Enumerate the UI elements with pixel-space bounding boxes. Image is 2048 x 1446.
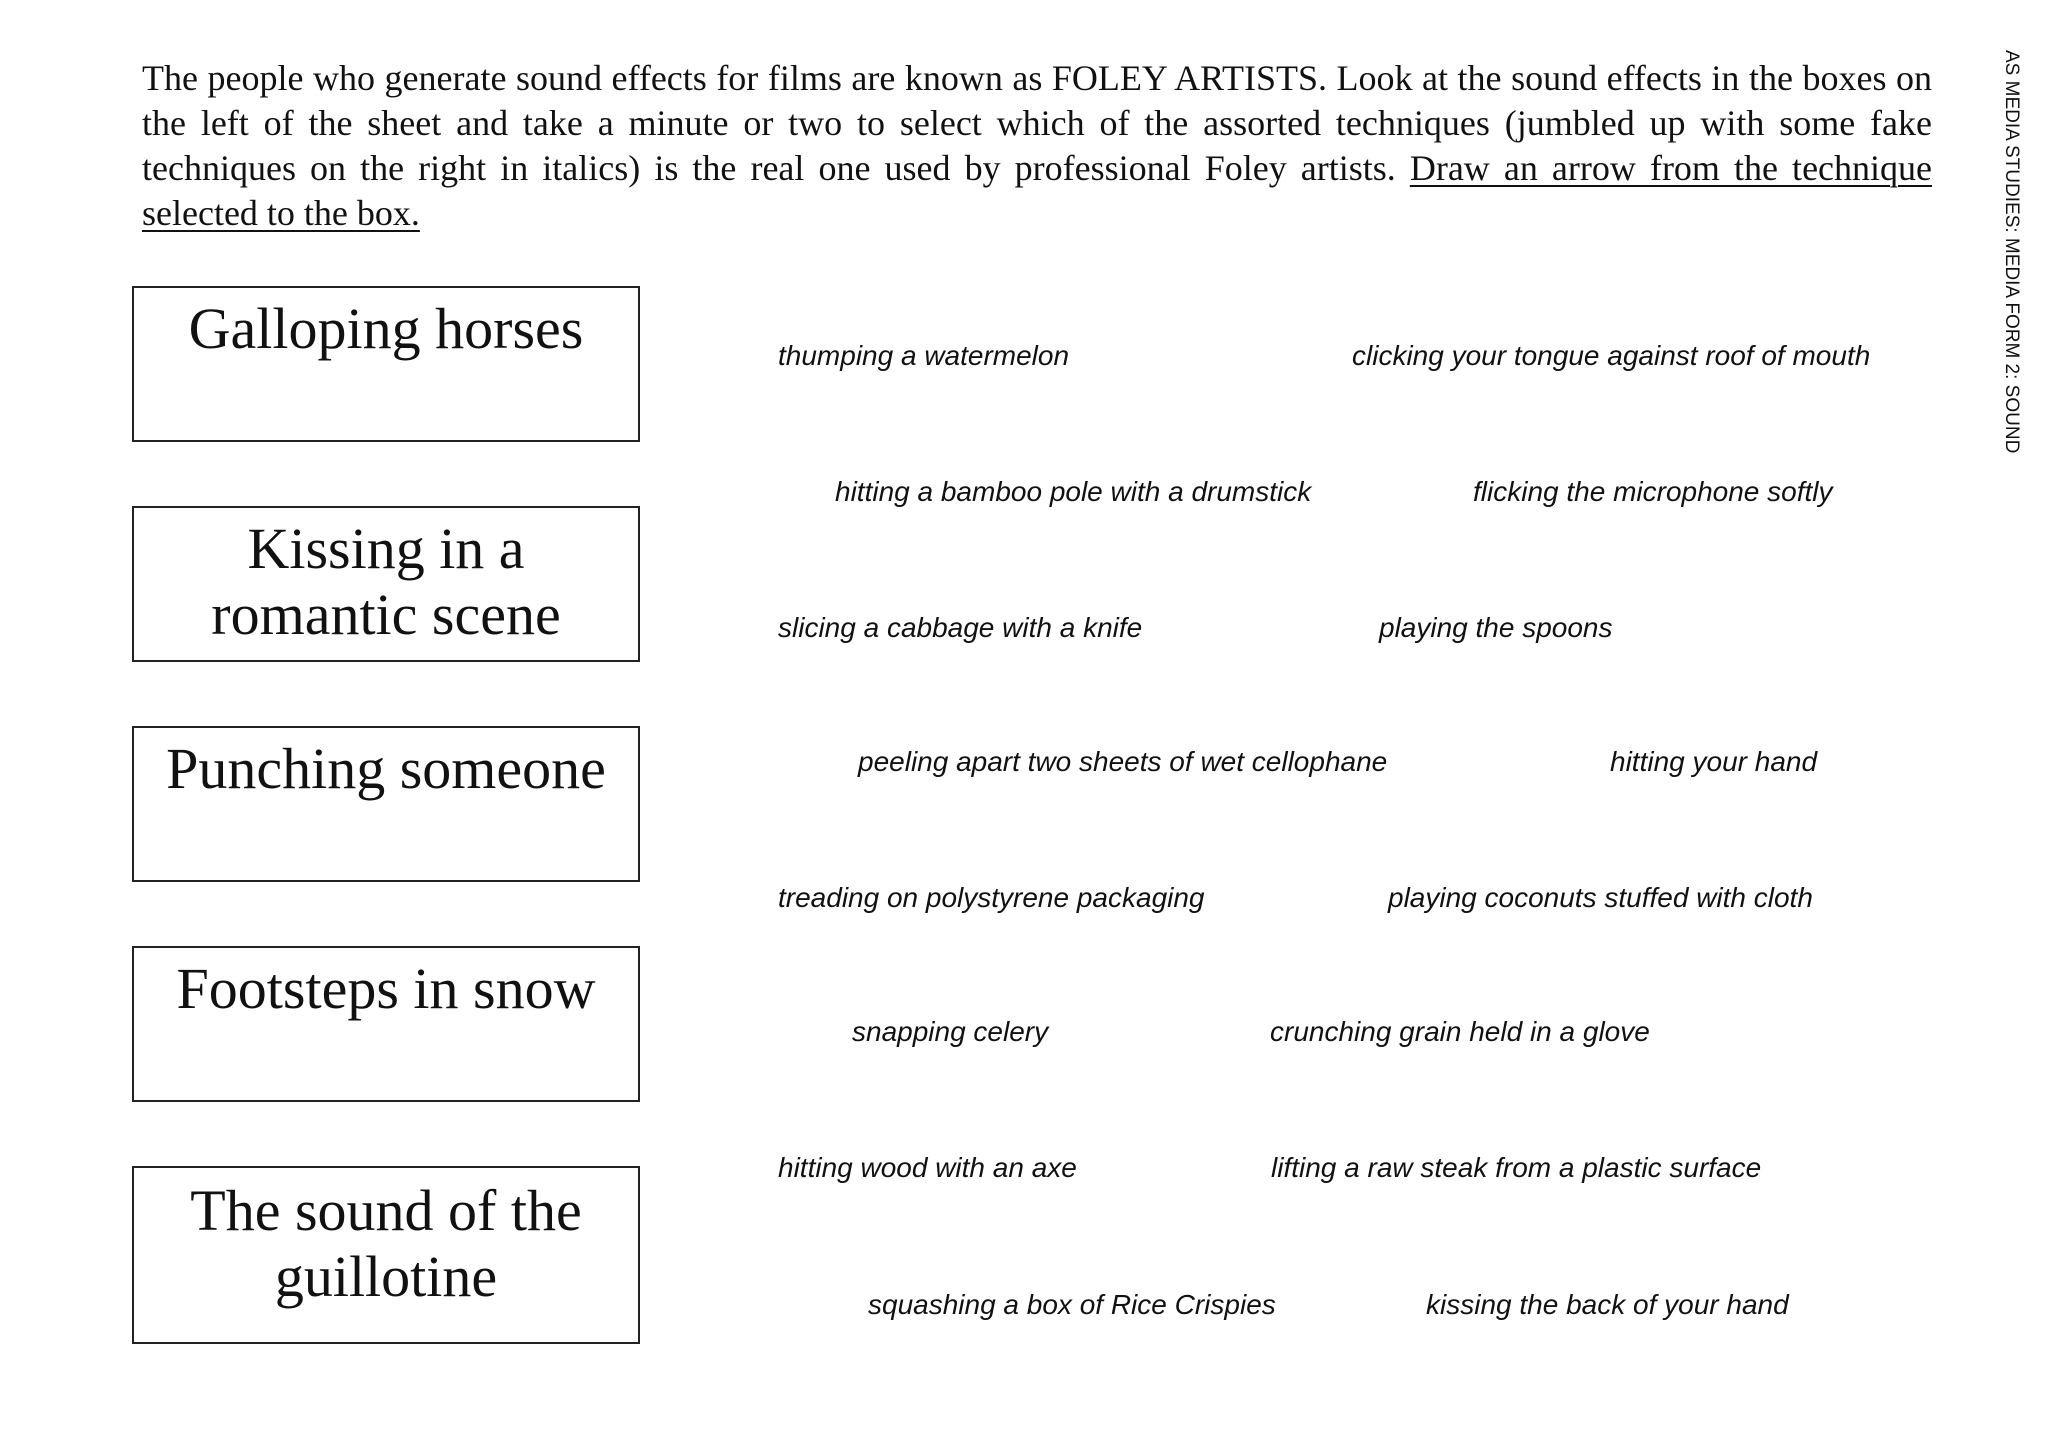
sound-effect-box-kissing [132, 506, 640, 662]
technique-item: clicking your tongue against roof of mouth [1352, 340, 1871, 371]
technique-item: hitting a bamboo pole with a drumstick [835, 476, 1312, 507]
instructions-underlined-text: Draw an arrow from the technique selected to the box. [142, 148, 1933, 233]
technique-item: squashing a box of Rice Crispies [868, 1289, 1276, 1320]
technique-item: hitting wood with an axe [778, 1152, 1077, 1183]
instructions-paragraph [142, 56, 1932, 236]
technique-item: peeling apart two sheets of wet cellophane [858, 746, 1388, 777]
sound-effect-label: Footsteps in snow [176, 956, 596, 1021]
sound-effect-label: guillotine [274, 1244, 498, 1309]
technique-item: slicing a cabbage with a knife [778, 612, 1143, 643]
sound-effect-box-punching [132, 726, 640, 882]
sound-effect-box-guillotine [132, 1166, 640, 1344]
technique-item: lifting a raw steak from a plastic surface [1271, 1152, 1762, 1183]
sound-effect-box-galloping-horses [132, 286, 640, 442]
technique-item: hitting your hand [1610, 746, 1818, 777]
sound-effect-label: Punching someone [166, 736, 606, 801]
technique-item: kissing the back of your hand [1426, 1289, 1789, 1320]
sound-effect-label: Galloping horses [188, 296, 584, 361]
side-header-label: AS MEDIA STUDIES: MEDIA FORM 2: SOUND [2001, 50, 2022, 454]
technique-item: playing the spoons [1379, 612, 1613, 643]
sound-effect-box-footsteps [132, 946, 640, 1102]
technique-item: crunching grain held in a glove [1270, 1016, 1650, 1047]
technique-item: flicking the microphone softly [1473, 476, 1833, 507]
instructions-text: The people who generate sound effects for films are known as FOLEY ARTISTS. Look at the sound effects in the boxes on the left of the sheet and take a minute or two to select which of the assorted techniques (jumbled up with some fake techniques on the right in italics) is the real one used by professional Foley artists. [142, 58, 1932, 188]
technique-item: treading on polystyrene packaging [778, 882, 1205, 913]
technique-item: snapping celery [852, 1016, 1049, 1047]
sound-effect-label: romantic scene [211, 582, 561, 647]
technique-item: playing coconuts stuffed with cloth [1388, 882, 1813, 913]
sound-effect-label: Kissing in a [247, 516, 525, 581]
technique-item: thumping a watermelon [778, 340, 1070, 371]
sound-effect-label: The sound of the [190, 1178, 582, 1243]
